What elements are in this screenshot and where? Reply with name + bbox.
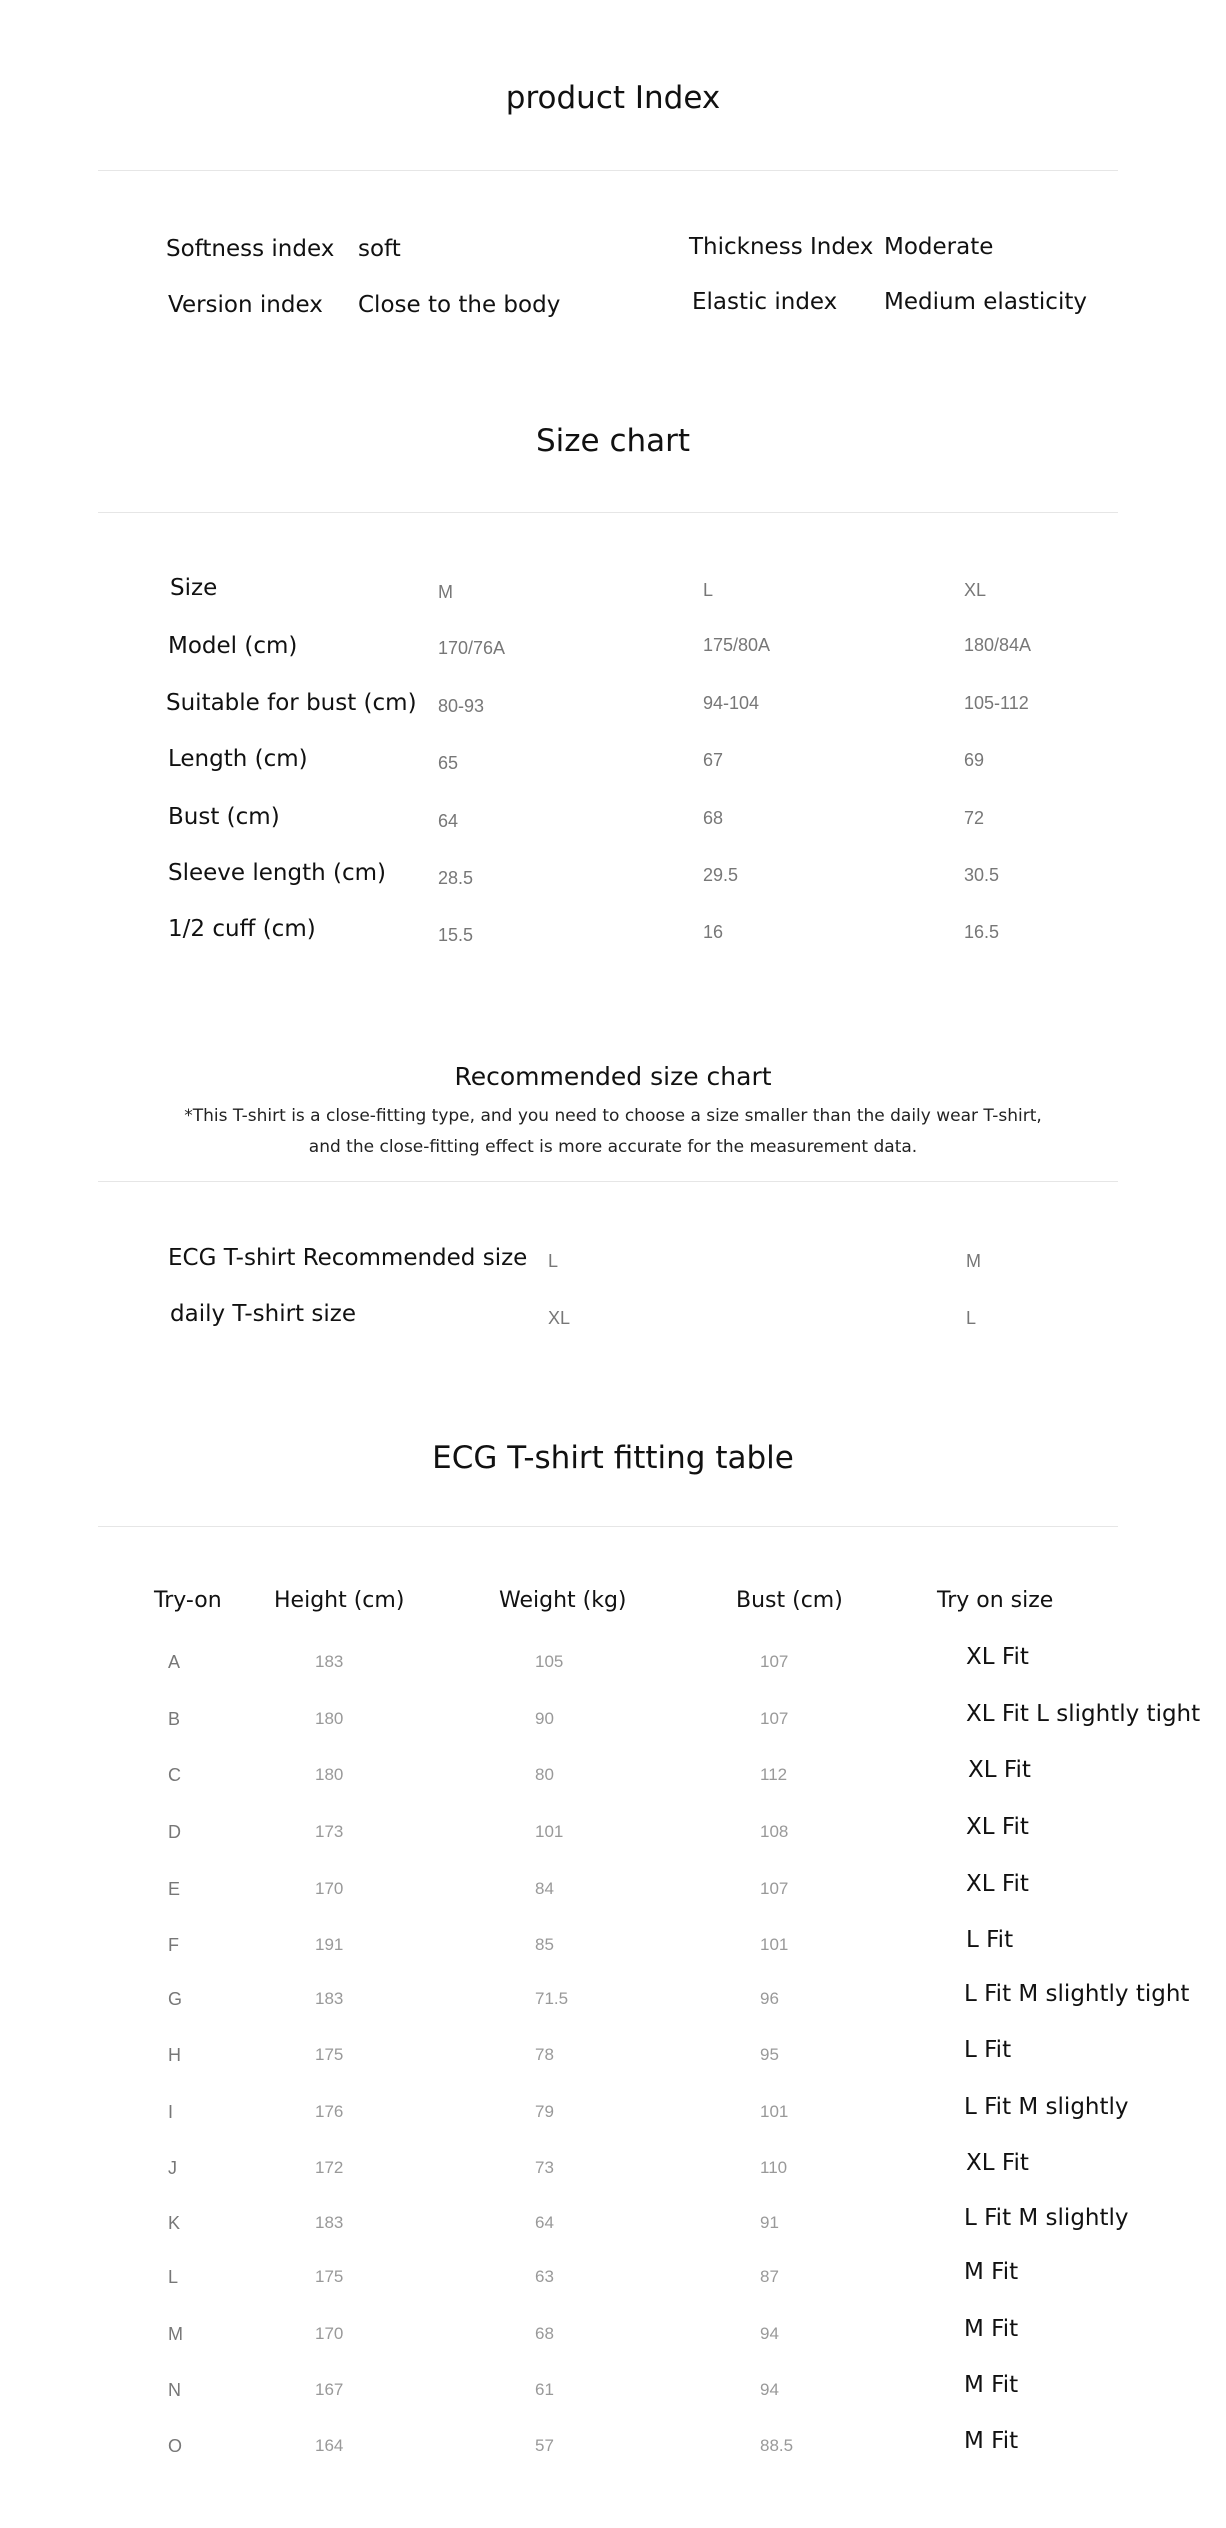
fitting-cell-tryon: N — [168, 2380, 181, 2400]
size-chart-cell: 72 — [964, 808, 985, 828]
fitting-cell-weight: 61 — [535, 2380, 554, 2399]
fitting-cell-bust: 101 — [760, 2102, 789, 2121]
size-chart-row-label: Model (cm) — [168, 633, 298, 659]
fitting-cell-size: XL Fit L slightly tight — [966, 1701, 1201, 1727]
recommended-cell: XL — [548, 1308, 571, 1328]
size-chart-row-label: Suitable for bust (cm) — [166, 690, 417, 716]
fitting-cell-tryon: B — [168, 1709, 181, 1729]
fitting-cell-tryon: M — [168, 2324, 183, 2344]
fitting-cell-bust: 107 — [760, 1652, 789, 1671]
fitting-cell-weight: 79 — [535, 2102, 554, 2121]
fitting-cell-weight: 64 — [535, 2213, 554, 2232]
size-chart-cell: 65 — [438, 753, 459, 773]
divider — [98, 170, 1118, 171]
size-chart-cell: L — [703, 580, 714, 600]
fitting-cell-tryon: C — [168, 1765, 181, 1785]
fitting-cell-weight: 80 — [535, 1765, 554, 1784]
fitting-cell-bust: 101 — [760, 1935, 789, 1954]
fitting-cell-weight: 57 — [535, 2436, 554, 2455]
size-chart-cell: 80-93 — [438, 696, 485, 716]
size-chart-cell: 69 — [964, 750, 985, 770]
fitting-cell-size: XL Fit — [966, 1871, 1029, 1897]
fitting-cell-size: L Fit M slightly — [964, 2094, 1129, 2120]
fitting-cell-size: XL Fit — [968, 1757, 1031, 1783]
size-chart-cell: 15.5 — [438, 925, 474, 945]
fitting-cell-height: 183 — [315, 1652, 344, 1671]
size-chart-cell: 170/76A — [438, 638, 506, 658]
fitting-cell-bust: 87 — [760, 2267, 779, 2286]
size-chart-cell: 67 — [703, 750, 724, 770]
recommended-size-title: Recommended size chart — [454, 1062, 772, 1091]
fitting-cell-bust: 91 — [760, 2213, 779, 2232]
recommended-cell: M — [966, 1251, 981, 1271]
fitting-cell-size: L Fit — [966, 1927, 1014, 1953]
fitting-cell-height: 176 — [315, 2102, 344, 2121]
fitting-cell-size: M Fit — [964, 2428, 1019, 2454]
fitting-cell-bust: 94 — [760, 2324, 779, 2343]
softness-index-value: soft — [358, 236, 401, 262]
fitting-cell-bust: 107 — [760, 1879, 789, 1898]
fitting-cell-weight: 85 — [535, 1935, 554, 1954]
fitting-cell-bust: 110 — [760, 2158, 788, 2177]
fitting-cell-size: M Fit — [964, 2259, 1019, 2285]
divider — [98, 512, 1118, 513]
size-chart-title: Size chart — [535, 423, 691, 459]
fitting-cell-weight: 73 — [535, 2158, 554, 2177]
fitting-cell-height: 173 — [315, 1822, 344, 1841]
size-chart-cell: 30.5 — [964, 865, 1000, 885]
fitting-cell-height: 180 — [315, 1765, 344, 1784]
fitting-cell-height: 191 — [315, 1935, 344, 1954]
size-chart-cell: 94-104 — [703, 693, 760, 713]
fitting-cell-bust: 108 — [760, 1822, 789, 1841]
size-chart-row-label: Size — [170, 575, 218, 601]
recommended-note-line-2: and the close-fitting effect is more accurate for the measurement data. — [308, 1137, 918, 1157]
size-chart-cell: 29.5 — [703, 865, 739, 885]
size-chart-cell: 180/84A — [964, 635, 1032, 655]
fitting-header-size: Try on size — [937, 1588, 1054, 1613]
fitting-cell-height: 164 — [315, 2436, 344, 2455]
elastic-index-label: Elastic index — [692, 289, 838, 315]
fitting-cell-height: 170 — [315, 1879, 344, 1898]
fitting-cell-size: L Fit — [964, 2037, 1012, 2063]
version-index-label: Version index — [168, 292, 323, 318]
fitting-header-height: Height (cm) — [274, 1588, 405, 1613]
fitting-cell-tryon: A — [168, 1652, 181, 1672]
fitting-cell-height: 175 — [315, 2045, 344, 2064]
divider — [98, 1181, 1118, 1182]
fitting-cell-weight: 90 — [535, 1709, 554, 1728]
fitting-cell-tryon: F — [168, 1935, 179, 1955]
fitting-cell-size: M Fit — [964, 2316, 1019, 2342]
product-index-title: product Index — [505, 80, 721, 116]
version-index-value: Close to the body — [358, 292, 561, 318]
fitting-cell-tryon: L — [168, 2267, 179, 2287]
fitting-cell-height: 183 — [315, 1989, 344, 2008]
fitting-cell-tryon: G — [168, 1989, 183, 2009]
recommended-row-label: ECG T-shirt Recommended size — [168, 1245, 528, 1271]
fitting-cell-size: XL Fit — [966, 2150, 1029, 2176]
divider — [98, 1526, 1118, 1527]
fitting-cell-bust: 107 — [760, 1709, 789, 1728]
fitting-cell-size: XL Fit — [966, 1644, 1029, 1670]
thickness-index-value: Moderate — [884, 234, 994, 260]
fitting-cell-tryon: H — [168, 2045, 181, 2065]
size-chart-cell: 28.5 — [438, 868, 474, 888]
fitting-cell-size: L Fit M slightly — [964, 2205, 1129, 2231]
fitting-cell-tryon: D — [168, 1822, 181, 1842]
fitting-cell-bust: 112 — [760, 1765, 788, 1784]
fitting-cell-weight: 105 — [535, 1652, 564, 1671]
fitting-cell-tryon: O — [168, 2436, 183, 2456]
size-chart-row-label: Sleeve length (cm) — [168, 860, 386, 886]
fitting-cell-bust: 95 — [760, 2045, 779, 2064]
fitting-cell-weight: 63 — [535, 2267, 554, 2286]
recommended-cell: L — [966, 1308, 977, 1328]
fitting-cell-size: M Fit — [964, 2372, 1019, 2398]
size-chart-cell: 64 — [438, 811, 459, 831]
fitting-cell-size: L Fit M slightly tight — [964, 1981, 1190, 2007]
fitting-cell-weight: 78 — [535, 2045, 554, 2064]
recommended-row-label: daily T-shirt size — [170, 1301, 356, 1327]
fitting-cell-bust: 94 — [760, 2380, 779, 2399]
fitting-table-title: ECG T-shirt fitting table — [432, 1440, 794, 1476]
fitting-header-tryon: Try-on — [154, 1588, 222, 1613]
softness-index-label: Softness index — [166, 236, 335, 262]
size-chart-row-label: 1/2 cuff (cm) — [168, 916, 316, 942]
size-chart-row-label: Length (cm) — [168, 746, 308, 772]
size-chart-cell: XL — [964, 580, 987, 600]
fitting-cell-height: 180 — [315, 1709, 344, 1728]
size-chart-row-label: Bust (cm) — [168, 804, 280, 830]
fitting-cell-bust: 96 — [760, 1989, 779, 2008]
fitting-cell-tryon: K — [168, 2213, 181, 2233]
fitting-cell-weight: 68 — [535, 2324, 554, 2343]
recommended-note-line-1: *This T-shirt is a close-fitting type, and you need to choose a size smaller than the daily wear T-shirt, — [184, 1106, 1042, 1126]
recommended-cell: L — [548, 1251, 559, 1271]
fitting-cell-weight: 71.5 — [535, 1989, 569, 2008]
fitting-cell-height: 167 — [315, 2380, 344, 2399]
fitting-cell-weight: 101 — [535, 1822, 564, 1841]
fitting-cell-tryon: I — [168, 2102, 174, 2122]
fitting-cell-tryon: J — [168, 2158, 177, 2178]
fitting-cell-bust: 88.5 — [760, 2436, 794, 2455]
size-chart-cell: 16.5 — [964, 922, 1000, 942]
fitting-cell-height: 183 — [315, 2213, 344, 2232]
fitting-cell-height: 175 — [315, 2267, 344, 2286]
fitting-cell-size: XL Fit — [966, 1814, 1029, 1840]
size-chart-cell: M — [438, 582, 453, 602]
size-chart-cell: 105-112 — [964, 693, 1029, 713]
fitting-header-weight: Weight (kg) — [499, 1588, 627, 1613]
size-chart-cell: 16 — [703, 922, 724, 942]
elastic-index-value: Medium elasticity — [884, 289, 1087, 315]
fitting-header-bust: Bust (cm) — [736, 1588, 843, 1613]
thickness-index-label: Thickness Index — [689, 234, 874, 260]
fitting-cell-height: 170 — [315, 2324, 344, 2343]
fitting-cell-height: 172 — [315, 2158, 344, 2177]
fitting-cell-tryon: E — [168, 1879, 181, 1899]
size-chart-cell: 68 — [703, 808, 724, 828]
fitting-cell-weight: 84 — [535, 1879, 554, 1898]
size-chart-cell: 175/80A — [703, 635, 771, 655]
